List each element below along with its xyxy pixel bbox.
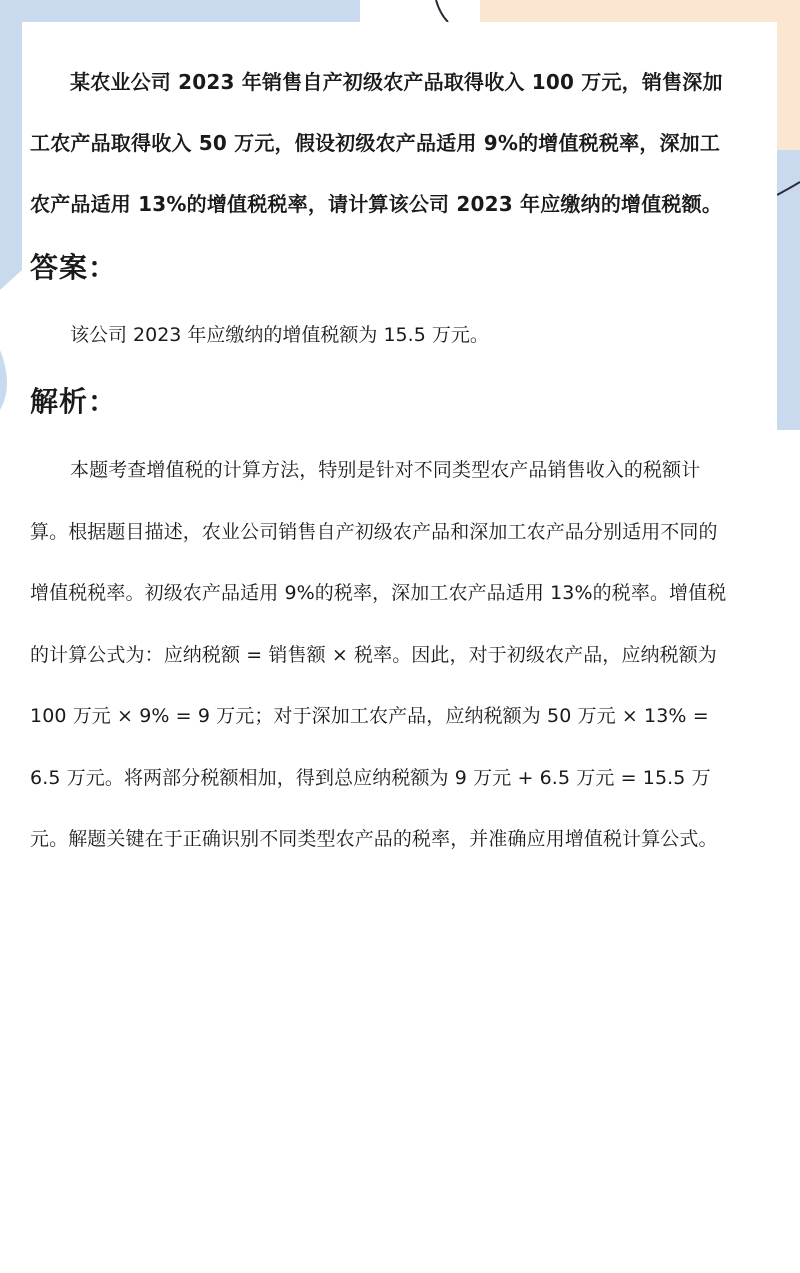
question-text: 某农业公司 2023 年销售自产初级农产品取得收入 100 万元，销售深加工农产品取得收入 50 万元，假设初级农产品适用 9%的增值税税率，深加工农产品适用 13%的增值税税率，请计算该公司 2023 年应缴纳的增值税额。	[30, 70, 723, 216]
analysis-text: 本题考查增值税的计算方法，特别是针对不同类型农产品销售收入的税额计算。根据题目描述，农业公司销售自产初级农产品和深加工农产品分别适用不同的增值税税率。初级农产品适用 9%的税率，深加工农产品适用 13%的税率。增值税的计算公式为：应纳税额 = 销售额 × 税率。因此，对于初级农产品，应纳税额为 100 万元 × 9% = 9 万元；对于深加工农产品，应纳税额为 50 万元 × 13% = 6.5 万元。将两部分税额相加，得到总应纳税额为 9 万元 + 6.5 万元 = 15.5 万元。解题关键在于正确识别不同类型农产品的税率，并准确应用增值税计算公式。	[30, 459, 727, 850]
analysis-heading: 解析：	[30, 385, 118, 418]
answer-heading: 答案：	[30, 251, 118, 284]
answer-text: 该公司 2023 年应缴纳的增值税额为 15.5 万元。	[70, 324, 489, 346]
